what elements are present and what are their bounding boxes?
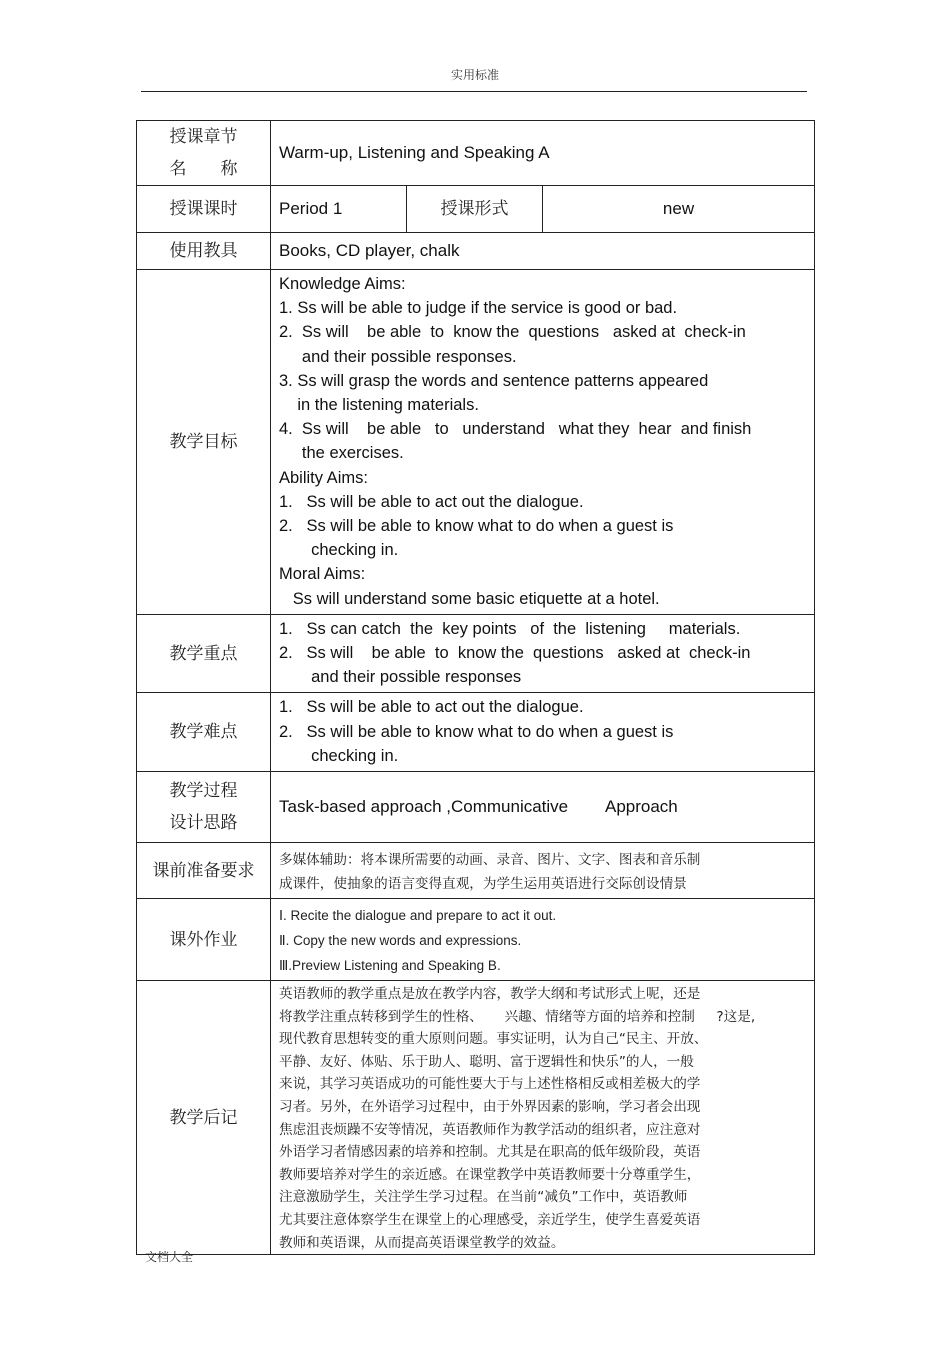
notes-lines-line-9: 教师要培养对学生的亲近感。在课堂教学中英语教师要十分尊重学生， [279,1166,701,1183]
key-points-lines-line-2: 2. Ss will be able to know the questions asked at check-in [279,644,751,663]
notes-lines-line-4: 平静、友好、体贴、乐于助人、聪明、富于逻辑性和快乐”的人，一般 [279,1053,694,1070]
hours-label: 授课课时 [137,186,271,233]
design-label [137,772,271,843]
key-points-lines [271,615,814,693]
chapter-label-line-1: 授课章节 [169,127,238,147]
notes-lines-line-11: 尤其要注意体察学生在课堂上的心理感受，亲近学生，使学生喜爱英语 [279,1212,701,1228]
aims-label: 教学目标 [137,270,271,615]
notes-lines-line-8: 外语学习者情感因素的培养和控制。尤其是在职高的低年级阶段，英语 [279,1144,701,1161]
tools-value: Books, CD player, chalk [271,233,815,270]
row-notes [137,981,815,1255]
row-preparation [137,843,815,899]
notes-lines [271,981,814,1254]
row-chapter [137,121,815,186]
preparation-lines-line-1: 多媒体辅助：将本课所需要的动画、录音、图片、文字、图表和音乐制 [279,851,701,868]
notes-lines-line-10: 注意激励学生，关注学生学习过程。在当前“减负”工作中，英语教师 [279,1189,688,1206]
aims-lines-line-5: 3. Ss will grasp the words and sentence patterns appeared [279,371,709,390]
aims-lines [271,270,814,614]
chapter-label-line-2: 名 称 [169,159,238,179]
tools-label: 使用教具 [137,233,271,270]
key-points-lines-line-3: and their possible responses [279,668,522,687]
difficulties-lines-line-2: 2. Ss will be able to know what to do when a guest is [279,722,674,741]
difficulties-label: 教学难点 [137,693,271,772]
aims-lines-line-4: and their possible responses. [279,347,517,366]
notes-label: 教学后记 [137,981,271,1255]
notes-lines-line-7: 焦虑沮丧烦躁不安等情况，英语教师作为教学活动的组织者，应注意对 [279,1121,701,1138]
row-homework [137,899,815,981]
difficulties-lines [271,693,814,771]
difficulties-cell [271,693,815,772]
aims-lines-line-6: in the listening materials. [279,396,479,415]
aims-lines-line-11: 2. Ss will be able to know what to do when a guest is [279,517,674,536]
notes-lines-line-5: 来说，其学习英语成功的可能性要大于与上述性格相反或相差极大的学 [279,1076,701,1093]
chapter-label [137,121,271,186]
notes-lines-line-1: 英语教师的教学重点是放在教学内容，教学大纲和考试形式上呢，还是 [279,986,701,1003]
aims-lines-line-8: the exercises. [279,444,404,463]
notes-lines-line-2: 将教学注重点转移到学生的性格、 兴趣、情绪等方面的培养和控制 ?这是, [279,1008,756,1025]
chapter-value: Warm-up, Listening and Speaking A [271,121,815,186]
aims-cell [271,270,815,615]
aims-lines-line-3: 2. Ss will be able to know the questions asked at check-in [279,323,746,342]
homework-lines-line-2: Ⅱ. Copy the new words and expressions. [279,933,522,949]
aims-lines-line-9: Ability Aims: [279,468,368,487]
design-label-line-2: 设计思路 [169,813,238,834]
notes-lines-line-3: 现代教育思想转变的重大原则问题。事实证明，认为自己“民主、开放、 [279,1031,708,1048]
preparation-cell [271,843,815,899]
homework-lines-line-3: Ⅲ.Preview Listening and Speaking B. [279,958,501,974]
notes-lines-line-6: 习者。另外，在外语学习过程中，由于外界因素的影响，学习者会出现 [279,1099,701,1116]
row-key-points [137,614,815,693]
preparation-lines-line-2: 成课件，使抽象的语言变得直观，为学生运用英语进行交际创设情景 [279,875,687,892]
key-points-cell [271,614,815,693]
difficulties-lines-line-3: checking in. [279,746,399,765]
aims-lines-line-10: 1. Ss will be able to act out the dialogue. [279,492,584,511]
row-difficulties [137,693,815,772]
aims-lines-line-2: 1. Ss will be able to judge if the service is good or bad. [279,299,678,318]
homework-lines-line-1: Ⅰ. Recite the dialogue and prepare to act it out. [279,908,557,924]
row-design [137,772,815,843]
notes-cell [271,981,815,1255]
design-label-line-1: 教学过程 [169,781,238,802]
design-value: Task-based approach ,Communicative Approach [271,772,815,843]
homework-cell [271,899,815,981]
page-footer: 文档大全 [145,1250,194,1264]
key-points-lines-line-1: 1. Ss can catch the key points of the listening materials. [279,619,741,638]
aims-lines-line-7: 4. Ss will be able to understand what they hear and finish [279,420,752,439]
preparation-label: 课前准备要求 [137,843,271,899]
row-tools [137,233,815,270]
aims-lines-line-14: Ss will understand some basic etiquette at a hotel. [279,589,660,608]
key-points-label: 教学重点 [137,614,271,693]
aims-lines-line-13: Moral Aims: [279,565,366,584]
row-hours [137,186,815,233]
header-rule [141,91,807,92]
aims-lines-line-12: checking in. [279,541,399,560]
row-aims [137,270,815,615]
difficulties-lines-line-1: 1. Ss will be able to act out the dialogue. [279,698,584,717]
preparation-lines [271,846,814,896]
aims-lines-line-1: Knowledge Aims: [279,275,406,293]
page-header: 实用标准 [450,68,499,82]
notes-lines-line-12: 教师和英语课，从而提高英语课堂教学的效益。 [279,1234,565,1251]
lesson-plan-table [136,120,815,1255]
homework-label: 课外作业 [137,899,271,981]
form-label: 授课形式 [407,186,543,233]
form-value: new [543,186,815,233]
homework-lines [271,899,814,980]
hours-value: Period 1 [271,186,407,233]
